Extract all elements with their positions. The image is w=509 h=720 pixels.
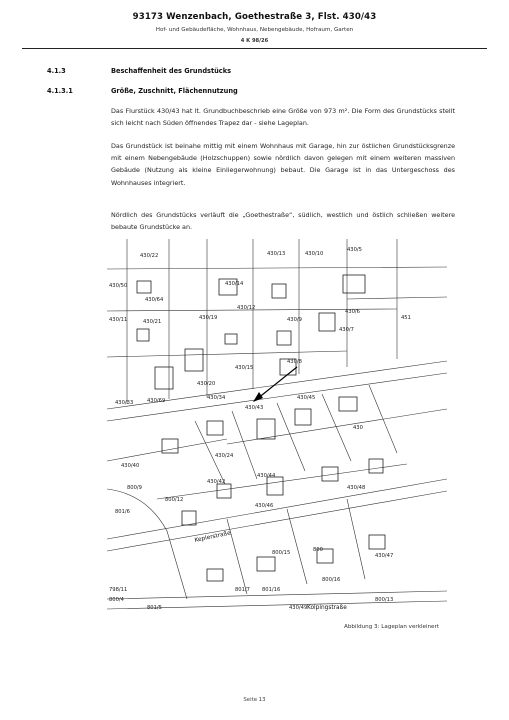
document-subtitle: Hof- und Gebäudefläche, Wohnhaus, Nebengebäude, Hofraum, Garten — [155, 27, 354, 33]
parcel-label: 430/7 — [339, 327, 354, 333]
parcel-label: 430/19 — [199, 315, 218, 321]
parcel-label: 430/34 — [207, 395, 226, 401]
figure-caption: Abbildung 3: Lageplan verkleinert — [344, 624, 439, 630]
parcel-label: 800/16 — [322, 577, 341, 583]
parcel-label: 430/10 — [305, 251, 324, 257]
parcel-label: 430/11 — [109, 317, 128, 323]
subsection-title: Größe, Zuschnitt, Flächennutzung — [111, 87, 238, 95]
parcel-label: 430/22 — [140, 253, 159, 259]
parcel-label: 800/4 — [109, 597, 124, 603]
header-rule — [22, 48, 487, 49]
parcel-label: 430/49 — [289, 605, 308, 611]
parcel-label: 430/40 — [121, 463, 140, 469]
parcel-label: 800/13 — [375, 597, 394, 603]
parcel-label: 430/50 — [109, 283, 128, 289]
parcel-label: 430/21 — [143, 319, 162, 325]
parcel-label: 430/13 — [267, 251, 286, 257]
parcel-label: 800/15 — [272, 550, 291, 556]
parcel-label: 801/6 — [115, 509, 130, 515]
parcel-label: 430/44 — [257, 473, 276, 479]
document-title: 93173 Wenzenbach, Goethestraße 3, Flst. 430/43 — [132, 12, 377, 22]
parcel-label: 430/64 — [145, 297, 164, 303]
parcel-label: 801/16 — [262, 587, 281, 593]
parcel-label: 800/9 — [127, 485, 142, 491]
parcel-label: 801/7 — [235, 587, 250, 593]
parcel-label: 430/45 — [297, 395, 316, 401]
parcel-label: 430/24 — [215, 453, 234, 459]
section-number: 4.1.3 — [47, 67, 66, 75]
parcel-label: 430/69 — [147, 398, 166, 404]
parcel-label: 430/5 — [347, 247, 362, 253]
parcel-label: 430/46 — [255, 503, 274, 509]
parcel-label: 430/43 — [245, 405, 264, 411]
site-plan-map — [107, 239, 447, 615]
parcel-label: 430/8 — [287, 359, 302, 365]
document-reference: 4 K 98/26 — [240, 38, 269, 44]
paragraph-buildings: Das Grundstück ist beinahe mittig mit einem Wohnhaus mit Garage, hin zur östlichen Grundstücksgrenze mit einem Nebengebäude (Holzschuppen) sowie nördlich davon gelegen mit einem weiteren massiven Gebäude (Nutzung als kleine Einliegerwohnung) bebaut. Die Garage ist in das Untergeschoss des Wohnhauses integriert. — [111, 142, 455, 187]
parcel-label: 451 — [401, 315, 411, 321]
parcel-label: 430/20 — [197, 381, 216, 387]
parcel-label: 430/48 — [347, 485, 366, 491]
parcel-label: 430/14 — [225, 281, 244, 287]
page-number: Seite 13 — [243, 697, 266, 703]
paragraph-neighbors: Nördlich des Grundstücks verläuft die „Goethestraße“, südlich, westlich und östlich schließen weitere bebaute Grundstücke an. — [111, 211, 455, 232]
parcel-label: 430 — [353, 425, 363, 431]
parcel-label: 430/9 — [287, 317, 302, 323]
parcel-label: 430/12 — [237, 305, 256, 311]
section-title: Beschaffenheit des Grundstücks — [111, 67, 232, 75]
parcel-label: 430/6 — [345, 309, 360, 315]
parcel-label: 801/5 — [147, 605, 162, 611]
parcel-label: 430/15 — [235, 365, 254, 371]
parcel-label: 800/12 — [165, 497, 184, 503]
parcel-label: 800 — [313, 547, 323, 553]
street-label-kolpingstrasse: Kolpingstraße — [307, 605, 347, 611]
parcel-label: 430/42 — [207, 479, 226, 485]
parcel-label: 430/47 — [375, 553, 394, 559]
parcel-label: 430/33 — [115, 400, 134, 406]
paragraph-size: Das Flurstück 430/43 hat lt. Grundbuchbeschrieb eine Größe von 973 m². Die Form des Grundstücks stellt sich leicht nach Süden öffnendes Trapez dar - siehe Lageplan. — [111, 107, 455, 128]
parcel-label: 798/11 — [109, 587, 128, 593]
street-label-keplerstrasse: Keplerstraße — [194, 530, 232, 544]
subsection-number: 4.1.3.1 — [47, 87, 73, 95]
